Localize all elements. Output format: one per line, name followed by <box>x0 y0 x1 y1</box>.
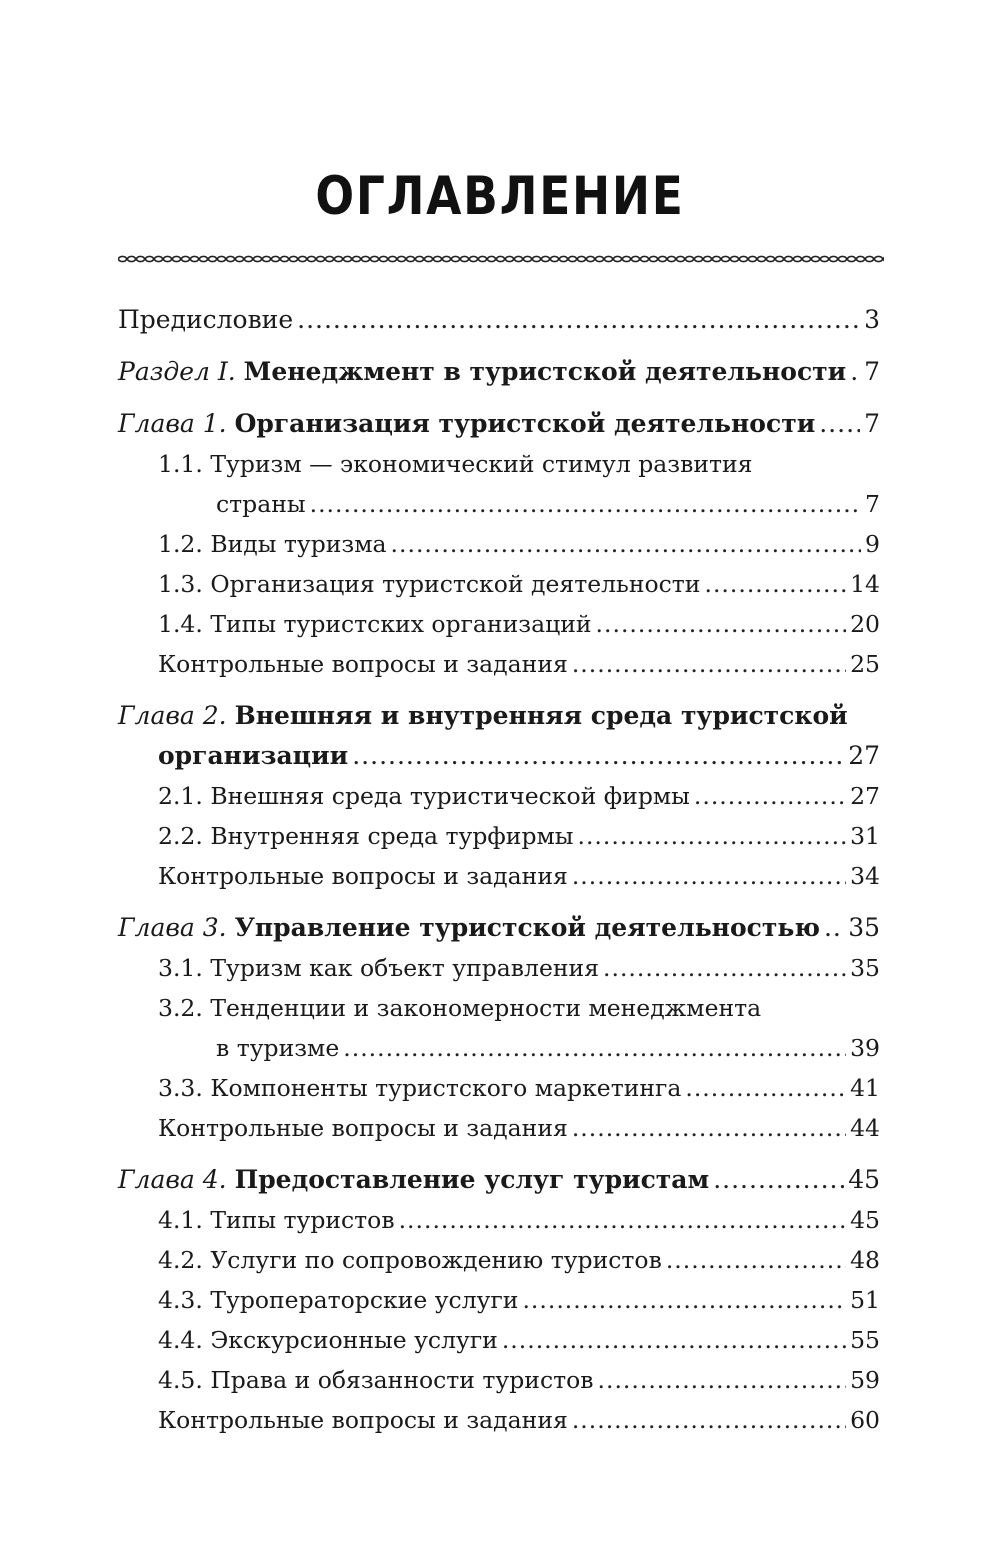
dot-leader <box>850 352 860 392</box>
toc-entry-chapter-2[interactable] <box>118 736 880 776</box>
toc-entry-label: 2.1. Внешняя среда туристической фирмы <box>158 782 690 810</box>
dot-leader <box>577 816 846 856</box>
toc-entry-chapter-3[interactable] <box>118 908 880 948</box>
page-number: 7 <box>864 409 880 438</box>
section-prefix: Раздел I. <box>118 357 236 386</box>
toc-entry-3-1[interactable] <box>118 948 880 988</box>
toc-entry-section-1[interactable] <box>118 352 880 392</box>
dot-leader <box>310 484 861 524</box>
dot-leader <box>713 1160 844 1200</box>
toc-entry-label: в туризме <box>216 1034 340 1062</box>
toc-entry-label: Контрольные вопросы и задания <box>158 862 568 890</box>
toc-entry-ch3-questions[interactable] <box>118 1108 880 1148</box>
dot-leader <box>824 908 844 948</box>
dot-leader <box>685 1068 846 1108</box>
toc-entry-1-2[interactable] <box>118 524 880 564</box>
dot-leader <box>603 948 846 988</box>
decorative-divider <box>118 252 884 266</box>
toc-entry-label: 4.3. Туроператорские услуги <box>158 1286 519 1314</box>
toc-entry-label: Контрольные вопросы и задания <box>158 1406 568 1434</box>
toc-entry-4-3[interactable] <box>118 1280 880 1320</box>
toc-entry-ch1-questions[interactable] <box>118 644 880 684</box>
page-number: 14 <box>850 570 880 598</box>
dot-leader <box>522 1280 846 1320</box>
chapter-title: Управление туристской деятельностью <box>234 913 820 942</box>
page-number: 44 <box>850 1114 880 1142</box>
page-number: 60 <box>850 1406 880 1434</box>
toc-entry-chapter-4[interactable] <box>118 1160 880 1200</box>
dot-leader <box>598 1360 847 1400</box>
chapter-prefix: Глава 3. <box>118 913 227 942</box>
page-number: 31 <box>850 822 880 850</box>
dot-leader <box>297 300 860 340</box>
toc-entry-1-4[interactable] <box>118 604 880 644</box>
page-number: 45 <box>848 1165 880 1194</box>
dot-leader <box>596 604 847 644</box>
toc-entry-label: 3.3. Компоненты туристского маркетинга <box>158 1074 682 1102</box>
page-number: 3 <box>864 305 880 334</box>
toc-entry-4-1[interactable] <box>118 1200 880 1240</box>
toc-entry-1-1-line1[interactable]: 1.1. Туризм — экономический стимул развития <box>158 450 753 478</box>
toc-entry-label: 4.2. Услуги по сопровождению туристов <box>158 1246 662 1274</box>
toc-entry-label: Контрольные вопросы и задания <box>158 1114 568 1142</box>
toc-entry-label: 3.1. Туризм как объект управления <box>158 954 600 982</box>
toc-entry-label: 4.1. Типы туристов <box>158 1206 395 1234</box>
toc-entry-ch4-questions[interactable] <box>118 1400 880 1440</box>
toc-entry-label: 1.3. Организация туристской деятельности <box>158 570 701 598</box>
toc-entry-ch2-questions[interactable] <box>118 856 880 896</box>
chapter-prefix: Глава 4. <box>118 1165 227 1194</box>
dot-leader <box>694 776 846 816</box>
toc-entry-4-2[interactable] <box>118 1240 880 1280</box>
page-number: 27 <box>850 782 880 810</box>
toc-entry-label: 1.4. Типы туристских организаций <box>158 610 592 638</box>
page-number: 55 <box>850 1326 880 1354</box>
dot-leader <box>819 404 860 444</box>
toc-entry-label: 2.2. Внутренняя среда турфирмы <box>158 822 574 850</box>
page-number: 35 <box>848 913 880 942</box>
page-number: 35 <box>850 954 880 982</box>
toc-entry-3-3[interactable] <box>118 1068 880 1108</box>
toc-entry-label: Предисловие <box>118 305 294 334</box>
toc-entry-3-2[interactable] <box>118 1028 880 1068</box>
dot-leader <box>572 644 846 684</box>
page-number: 9 <box>865 530 880 558</box>
dot-leader <box>704 564 846 604</box>
toc-entry-label: Контрольные вопросы и задания <box>158 650 568 678</box>
toc-entry-preface[interactable] <box>118 300 880 340</box>
toc-entry-chapter-2-line1[interactable] <box>118 696 880 736</box>
chapter-title: Внешняя и внутренняя среда туристской <box>234 701 848 730</box>
page-number: 48 <box>850 1246 880 1274</box>
toc-entry-3-2-line1[interactable]: 3.2. Тенденции и закономерности менеджмента <box>158 994 762 1022</box>
dot-leader <box>666 1240 846 1280</box>
section-title: Менеджмент в туристской деятельности <box>243 357 847 386</box>
page-number: 25 <box>850 650 880 678</box>
chapter-title: Организация туристской деятельности <box>234 409 816 438</box>
table-of-contents <box>118 300 880 1440</box>
page-number: 20 <box>850 610 880 638</box>
toc-entry-label: 4.5. Права и обязанности туристов <box>158 1366 594 1394</box>
toc-entry-1-1[interactable] <box>118 484 880 524</box>
page-number: 51 <box>850 1286 880 1314</box>
dot-leader <box>399 1200 847 1240</box>
page-number: 34 <box>850 862 880 890</box>
chapter-title: Предоставление услуг туристам <box>234 1165 710 1194</box>
chapter-prefix: Глава 2. <box>118 701 227 730</box>
toc-entry-4-4[interactable] <box>118 1320 880 1360</box>
page-number: 59 <box>850 1366 880 1394</box>
toc-entry-1-3[interactable] <box>118 564 880 604</box>
page-number: 27 <box>848 741 880 770</box>
toc-entry-label: 4.4. Экскурсионные услуги <box>158 1326 498 1354</box>
page-title: ОГЛАВЛЕНИЕ <box>315 166 685 227</box>
toc-entry-4-5[interactable] <box>118 1360 880 1400</box>
dot-leader <box>391 524 862 564</box>
toc-entry-2-1[interactable] <box>118 776 880 816</box>
toc-entry-label: страны <box>216 490 306 518</box>
dot-leader <box>343 1028 846 1068</box>
dot-leader <box>572 856 846 896</box>
dot-leader <box>572 1400 846 1440</box>
dot-leader <box>572 1108 846 1148</box>
toc-entry-label: 1.2. Виды туризма <box>158 530 387 558</box>
dot-leader <box>352 736 844 776</box>
page-number: 45 <box>850 1206 880 1234</box>
toc-entry-2-2[interactable] <box>118 816 880 856</box>
dot-leader <box>502 1320 846 1360</box>
chapter-title: организации <box>158 741 349 770</box>
page-number: 39 <box>850 1034 880 1062</box>
chapter-prefix: Глава 1. <box>118 409 227 438</box>
page-number: 7 <box>865 490 880 518</box>
page-number: 7 <box>864 357 880 386</box>
page-number: 41 <box>850 1074 880 1102</box>
toc-entry-chapter-1[interactable] <box>118 404 880 444</box>
